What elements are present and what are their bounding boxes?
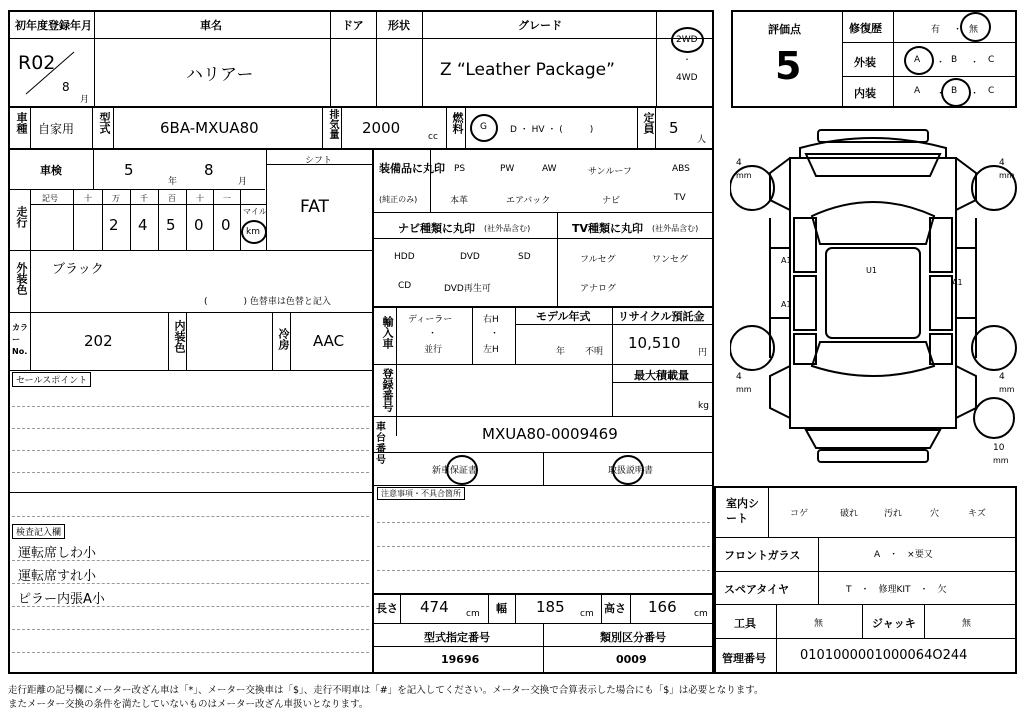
divider [30, 189, 31, 250]
shaken-month-unit: 月 [238, 177, 248, 187]
first-reg-label: 初年度登録年月 [15, 19, 92, 32]
sales-point-label: セールスポイント [12, 372, 91, 387]
equipment-item: ナビ [602, 196, 621, 206]
tv-header-sub: (社外品含む) [652, 224, 699, 233]
score-label: 評価点 [768, 23, 801, 36]
ruled-line [12, 406, 369, 407]
mgmt-no-label: 管理番号 [722, 652, 766, 665]
tire-label: 4 [999, 372, 1005, 382]
door-label: ドア [342, 19, 364, 32]
capacity-value: 5 [669, 119, 679, 137]
ruled-line [377, 570, 710, 571]
divider [9, 38, 713, 39]
divider [93, 150, 94, 189]
first-reg-value: R02 [18, 52, 56, 74]
navi-item: HDD [394, 252, 415, 262]
digit-header: 十 [84, 194, 92, 203]
capacity-unit: 人 [697, 135, 707, 145]
divider [862, 604, 863, 638]
length-label: 長さ [376, 602, 398, 615]
divider [924, 604, 925, 638]
jack-value: 無 [962, 619, 972, 629]
displacement-unit: cc [428, 132, 438, 142]
divider [842, 76, 1016, 77]
height-unit: cm [694, 609, 708, 619]
tire-label: 4 [736, 372, 742, 382]
model-label: 型式 [98, 112, 111, 134]
divider [630, 594, 631, 623]
cooling-value: AAC [313, 332, 345, 350]
divider [322, 108, 323, 148]
selection-circle [470, 114, 498, 142]
divider [515, 594, 516, 623]
ruled-line [377, 546, 710, 547]
sheet-item: キズ [968, 509, 986, 519]
int-grade-c: C [988, 86, 995, 96]
tire-unit: mm [736, 385, 752, 394]
divider [9, 189, 265, 190]
divider [130, 189, 131, 250]
color-no-label: カラーNo. [12, 323, 28, 356]
divider [9, 370, 372, 371]
recycle-unit: 円 [698, 348, 708, 358]
manual-doc: 取扱説明書 [608, 466, 654, 476]
shift-label: シフト [305, 156, 333, 166]
spare-tire-label: スペアタイヤ [724, 583, 790, 596]
selection-circle [612, 455, 644, 485]
interior-color-label: 内装色 [173, 320, 186, 353]
shaken-year-unit: 年 [168, 177, 178, 187]
divider [400, 594, 401, 623]
fuel-options: D ・ HV ・ ( ) [510, 125, 594, 135]
digit-header: 千 [140, 194, 148, 203]
category-label: 類別区分番号 [600, 631, 666, 644]
repair-yes: 有 [931, 25, 941, 35]
int-grade-b: B [951, 86, 958, 96]
divider [330, 11, 331, 107]
ext-grade-b: B [951, 55, 958, 65]
tire-unit: mm [999, 385, 1015, 394]
divider [9, 492, 372, 493]
divider [158, 189, 159, 250]
divider [9, 148, 713, 150]
divider [715, 638, 1016, 639]
divider [30, 204, 266, 205]
tire-label: 4 [736, 158, 742, 168]
divider [768, 487, 769, 537]
tire-unit: mm [736, 171, 752, 180]
navi-item: SD [518, 252, 531, 262]
equipment-sub: (純正のみ) [379, 195, 418, 204]
divider [422, 11, 423, 107]
digit-header: 万 [112, 194, 120, 203]
capacity-label: 定員 [642, 112, 655, 134]
divider [488, 594, 489, 623]
car-damage-diagram [730, 118, 1020, 478]
equipment-item: TV [674, 193, 686, 203]
divider [818, 537, 819, 604]
divider [776, 638, 777, 673]
sheet-item: コゲ [790, 509, 809, 519]
ruled-line [377, 522, 710, 523]
car-name-value: ハリアー [186, 65, 254, 85]
windshield-items: A ・ ×要又 [874, 550, 933, 560]
jack-label: ジャッキ [872, 617, 916, 630]
type-designation-label: 型式指定番号 [424, 631, 490, 644]
equipment-item: PW [500, 164, 515, 174]
use-label: 車種 [15, 112, 28, 134]
selection-circle [671, 27, 704, 53]
divider [446, 108, 447, 148]
recycle-label: リサイクル預託金 [618, 310, 705, 323]
score-value: 5 [775, 44, 802, 88]
import-dealer: ディーラー [408, 315, 453, 325]
chassis-label: 車台番号 [376, 422, 386, 466]
tire-unit: mm [993, 456, 1009, 465]
sheet-item: 破れ [840, 509, 859, 519]
kigo-label: 記号 [42, 194, 58, 203]
shape-label: 形状 [388, 19, 410, 32]
tv-header: TV種類に丸印 [572, 222, 644, 235]
damage-mark: A1 [952, 278, 963, 287]
divider [30, 312, 31, 370]
grade-value: Z “Leather Package” [440, 60, 615, 80]
repair-no: 無 [969, 25, 979, 35]
divider [9, 250, 372, 251]
tools-label: 工具 [734, 617, 756, 630]
tire-unit: mm [999, 171, 1015, 180]
drive-2wd: 2WD [676, 35, 698, 45]
equipment-label: 装備品に丸印 [379, 162, 445, 175]
repair-label: 修復歴 [849, 22, 882, 35]
digit-header: 百 [168, 194, 176, 203]
divider [73, 189, 74, 250]
color-no-value: 202 [84, 332, 113, 350]
shaken-month: 8 [204, 161, 214, 179]
divider [557, 212, 558, 306]
damage-mark: U1 [866, 266, 877, 275]
divider [776, 604, 777, 638]
category-value: 0009 [616, 653, 647, 666]
tools-value: 無 [814, 619, 824, 629]
drive-4wd: 4WD [676, 73, 698, 83]
grade-label: グレード [518, 19, 562, 32]
divider [715, 571, 1016, 572]
inspection-line: 運転席しわ小 [18, 546, 97, 561]
divider [240, 189, 241, 250]
mileage-digit: 0 [221, 216, 231, 234]
equipment-item: PS [454, 164, 466, 174]
mileage-digit: 5 [166, 216, 176, 234]
damage-mark: A1 [781, 256, 792, 265]
shift-value: FAT [300, 197, 329, 217]
divider [601, 594, 602, 623]
ruled-line [12, 629, 369, 630]
footer-note-line1: 走行距離の記号欄にメーター改ざん車は「*」、メーター交換車は「$」、走行不明車は「#」を記入してください。メーター交換で合算表示した場合にも「$」は必要となります。 [8, 685, 764, 696]
sheet-item: 穴 [930, 509, 940, 519]
import-label: 輸入車 [381, 316, 394, 349]
divider [168, 312, 169, 370]
divider [373, 485, 713, 486]
recycle-value: 10,510 [628, 334, 681, 352]
int-grade-dot: ・ [936, 89, 946, 99]
equipment-item: ABS [672, 164, 690, 174]
equipment-item: エアバック [506, 196, 551, 206]
damage-mark: A1 [781, 300, 792, 309]
divider [373, 364, 713, 365]
width-unit: cm [580, 609, 594, 619]
cooling-label: 冷房 [277, 328, 290, 350]
ruled-line [12, 606, 369, 607]
selection-circle [904, 46, 934, 75]
divider [715, 537, 1016, 538]
selection-circle [241, 220, 267, 244]
import-right-h: 右H [483, 315, 499, 325]
ext-grade-c: C [988, 55, 995, 65]
windshield-label: フロントガラス [724, 549, 801, 562]
length-unit: cm [466, 609, 480, 619]
exterior-color-label: 外装色 [15, 262, 28, 295]
ruled-line [12, 560, 369, 561]
mileage-digit: 2 [109, 216, 119, 234]
mileage-digit: 0 [194, 216, 204, 234]
tire-label: 10 [993, 443, 1005, 453]
divider [213, 189, 214, 250]
inspection-notes-label: 検査記入欄 [12, 524, 65, 539]
divider [543, 623, 544, 673]
length-value: 474 [420, 598, 449, 616]
tv-item: ワンセグ [652, 255, 689, 265]
divider [465, 108, 466, 148]
navi-header: ナビ種類に丸印 [398, 222, 475, 235]
drive-dot: ・ [683, 55, 691, 64]
divider [472, 306, 473, 364]
divider [30, 250, 31, 312]
model-year-label: モデル年式 [536, 310, 591, 323]
height-value: 166 [648, 598, 677, 616]
divider [30, 108, 31, 148]
import-left-h: 左H [483, 345, 499, 355]
interior-sheet-label: 室内シート [726, 497, 759, 525]
height-label: 高さ [604, 602, 626, 615]
divider [842, 11, 843, 107]
exterior-grade-label: 外装 [854, 56, 876, 69]
fuel-label: 燃料 [451, 112, 464, 134]
divider [9, 312, 372, 313]
exterior-color-note: ( ) 色替車は色替と記入 [204, 297, 331, 307]
navi-header-sub: (社外品含む) [484, 224, 531, 233]
divider [113, 108, 114, 148]
model-year-unit: 年 [556, 347, 566, 357]
displacement-value: 2000 [362, 119, 401, 137]
equipment-item: サンルーフ [588, 167, 632, 177]
use-value: 自家用 [38, 122, 75, 136]
shaken-label: 車検 [40, 164, 62, 177]
divider [637, 108, 638, 148]
fuel-g: G [480, 122, 487, 132]
int-grade-dot: ・ [970, 89, 980, 99]
int-grade-a: A [914, 86, 921, 96]
spare-tire-items: T ・ 修理KIT ・ 欠 [846, 585, 947, 595]
ruled-line [12, 652, 369, 653]
ext-grade-a: A [914, 55, 921, 65]
displacement-label: 排気量 [327, 109, 338, 139]
divider [94, 11, 95, 107]
inspection-line: ピラー内張A小 [18, 592, 105, 607]
mileage-digit: 4 [138, 216, 148, 234]
equipment-item: AW [542, 164, 557, 174]
navi-item: DVD再生可 [444, 284, 491, 294]
ruled-line [12, 472, 369, 473]
divider [893, 11, 894, 107]
divider [715, 604, 1016, 605]
type-designation-value: 19696 [441, 653, 480, 666]
model-value: 6BA-MXUA80 [160, 119, 259, 137]
digit-header: 十 [196, 194, 204, 203]
chassis-value: MXUA80-0009469 [482, 425, 618, 443]
ext-grade-dot: ・ [970, 58, 980, 68]
divider [102, 189, 103, 250]
divider [656, 11, 657, 107]
navi-item: DVD [460, 252, 480, 262]
car-name-label: 車名 [200, 19, 222, 32]
import-parallel: 並行 [424, 345, 443, 355]
divider [376, 11, 377, 107]
shaken-year: 5 [124, 161, 134, 179]
divider [373, 416, 713, 417]
divider [515, 324, 713, 325]
divider [543, 452, 544, 485]
ruled-line [12, 428, 369, 429]
warranty-doc: 新車保証書 [432, 466, 478, 476]
selection-circle [446, 455, 478, 485]
sheet-item: 汚れ [884, 509, 903, 519]
divider [9, 106, 713, 108]
interior-grade-label: 内装 [854, 87, 876, 100]
caution-label: 注意事項・不具合箇所 [377, 487, 465, 500]
selection-circle [941, 78, 971, 107]
import-dot: ・ [428, 329, 438, 339]
model-year-unknown: 不明 [585, 347, 604, 357]
divider [272, 312, 273, 370]
ruled-line [12, 516, 369, 517]
tire-label: 4 [999, 158, 1005, 168]
first-reg-month: 8 [62, 80, 70, 94]
divider [842, 42, 1016, 43]
import-dot: ・ [490, 329, 500, 339]
width-label: 幅 [496, 602, 507, 615]
navi-item: CD [398, 281, 412, 291]
ext-grade-dot: ・ [936, 58, 946, 68]
divider [341, 108, 342, 148]
tv-item: フルセグ [580, 255, 616, 265]
mgmt-no-value: 0101000001000064O244 [800, 648, 968, 663]
mile-label: マイル [243, 207, 267, 216]
km-label: km [246, 227, 260, 237]
width-value: 185 [536, 598, 565, 616]
ruled-line [12, 450, 369, 451]
digit-header: 一 [223, 194, 231, 203]
divider [515, 306, 516, 364]
tv-item: アナログ [580, 284, 617, 294]
registration-label: 登録番号 [381, 368, 394, 412]
divider [186, 189, 187, 250]
divider [373, 593, 713, 595]
divider [612, 306, 613, 416]
exterior-color-value: ブラック [52, 262, 104, 277]
equipment-item: 本革 [450, 196, 469, 206]
divider [373, 212, 713, 213]
divider [92, 108, 93, 148]
divider [373, 238, 713, 239]
inspection-line: 運転席すれ小 [18, 569, 97, 584]
selection-circle [960, 12, 991, 42]
max-load-unit: kg [698, 401, 709, 411]
month-unit: 月 [80, 95, 90, 105]
ruled-line [12, 583, 369, 584]
mileage-label: 走行 [15, 206, 28, 228]
footer-note-line2: またメーター交換の条件を満たしていないものはメーター改ざん車扱いとなります。 [8, 699, 369, 710]
repair-dot: ・ [953, 25, 963, 35]
max-load-label: 最大積載量 [634, 369, 689, 382]
